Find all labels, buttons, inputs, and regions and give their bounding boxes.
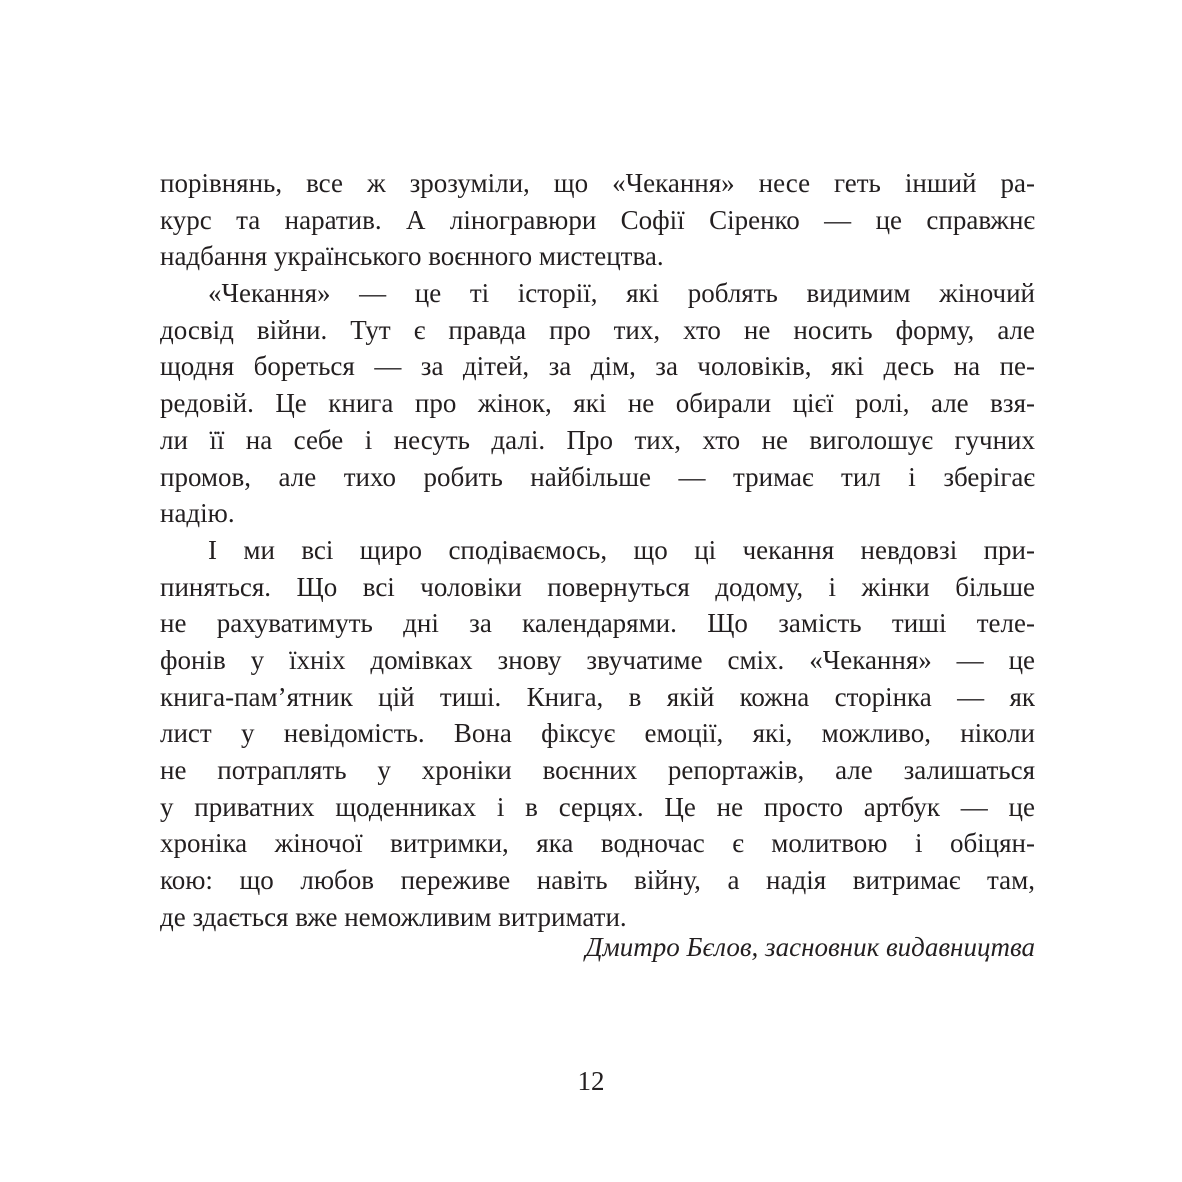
text-line: І ми всі щиро сподіваємось, що ці чекання невдовзі при-	[208, 534, 1035, 565]
text-line: промов, але тихо робить найбільше — тримає тил і зберігає	[160, 461, 1035, 492]
text-line: «Чекання» — це ті історії, які роблять видимим жіночий	[208, 278, 1035, 309]
text-line: де здається вже неможливим витримати.	[160, 901, 627, 932]
text-line: у приватних щоденниках і в серцях. Це не просто артбук — це	[160, 791, 1035, 822]
text-line: надбання українського воєнного мистецтва.	[160, 241, 664, 272]
text-line: порівнянь, все ж зрозуміли, що «Чекання» несе геть інший ра-	[160, 168, 1035, 198]
text-line: не рахуватимуть дні за календарями. Що замість тиші теле-	[160, 608, 1035, 639]
text-line: хроніка жіночої витримки, яка водночас є молитвою і обіцян-	[160, 828, 1035, 859]
text-line: лист у невідомість. Вона фіксує емоції, які, можливо, ніколи	[160, 718, 1035, 749]
text-line: ли її на себе і несуть далі. Про тих, хто не виголошує гучних	[160, 424, 1035, 455]
text-line: редовій. Це книга про жінок, які не обирали цієї ролі, але взя-	[160, 388, 1035, 419]
paragraph	[160, 275, 1035, 532]
page-number: 12	[577, 1066, 605, 1096]
body-text	[160, 165, 1035, 935]
text-line: книга-пам’ятник цій тиші. Книга, в якій кожна сторінка — як	[160, 681, 1035, 712]
text-line: щодня бореться — за дітей, за дім, за чоловіків, які десь на пе-	[160, 351, 1035, 382]
text-line: фонів у їхніх домівках знову звучатиме сміх. «Чекання» — це	[160, 644, 1035, 675]
text-line: надію.	[160, 498, 235, 529]
text-line: досвід війни. Тут є правда про тих, хто не носить форму, але	[160, 314, 1035, 345]
signature: Дмитро Бєлов, засновник видавництва	[585, 932, 1035, 962]
text-line: пиняться. Що всі чоловіки повернуться додому, і жінки більше	[160, 571, 1035, 602]
text-line: кою: що любов переживе навіть війну, а надія витримає там,	[160, 865, 1035, 896]
text-line: не потраплять у хроніки воєнних репортажів, але залишаться	[160, 755, 1035, 785]
paragraph	[160, 532, 1035, 936]
paragraph	[160, 165, 1035, 275]
text-line: курс та наратив. А ліногравюри Софії Сіренко — це справжнє	[160, 204, 1035, 235]
